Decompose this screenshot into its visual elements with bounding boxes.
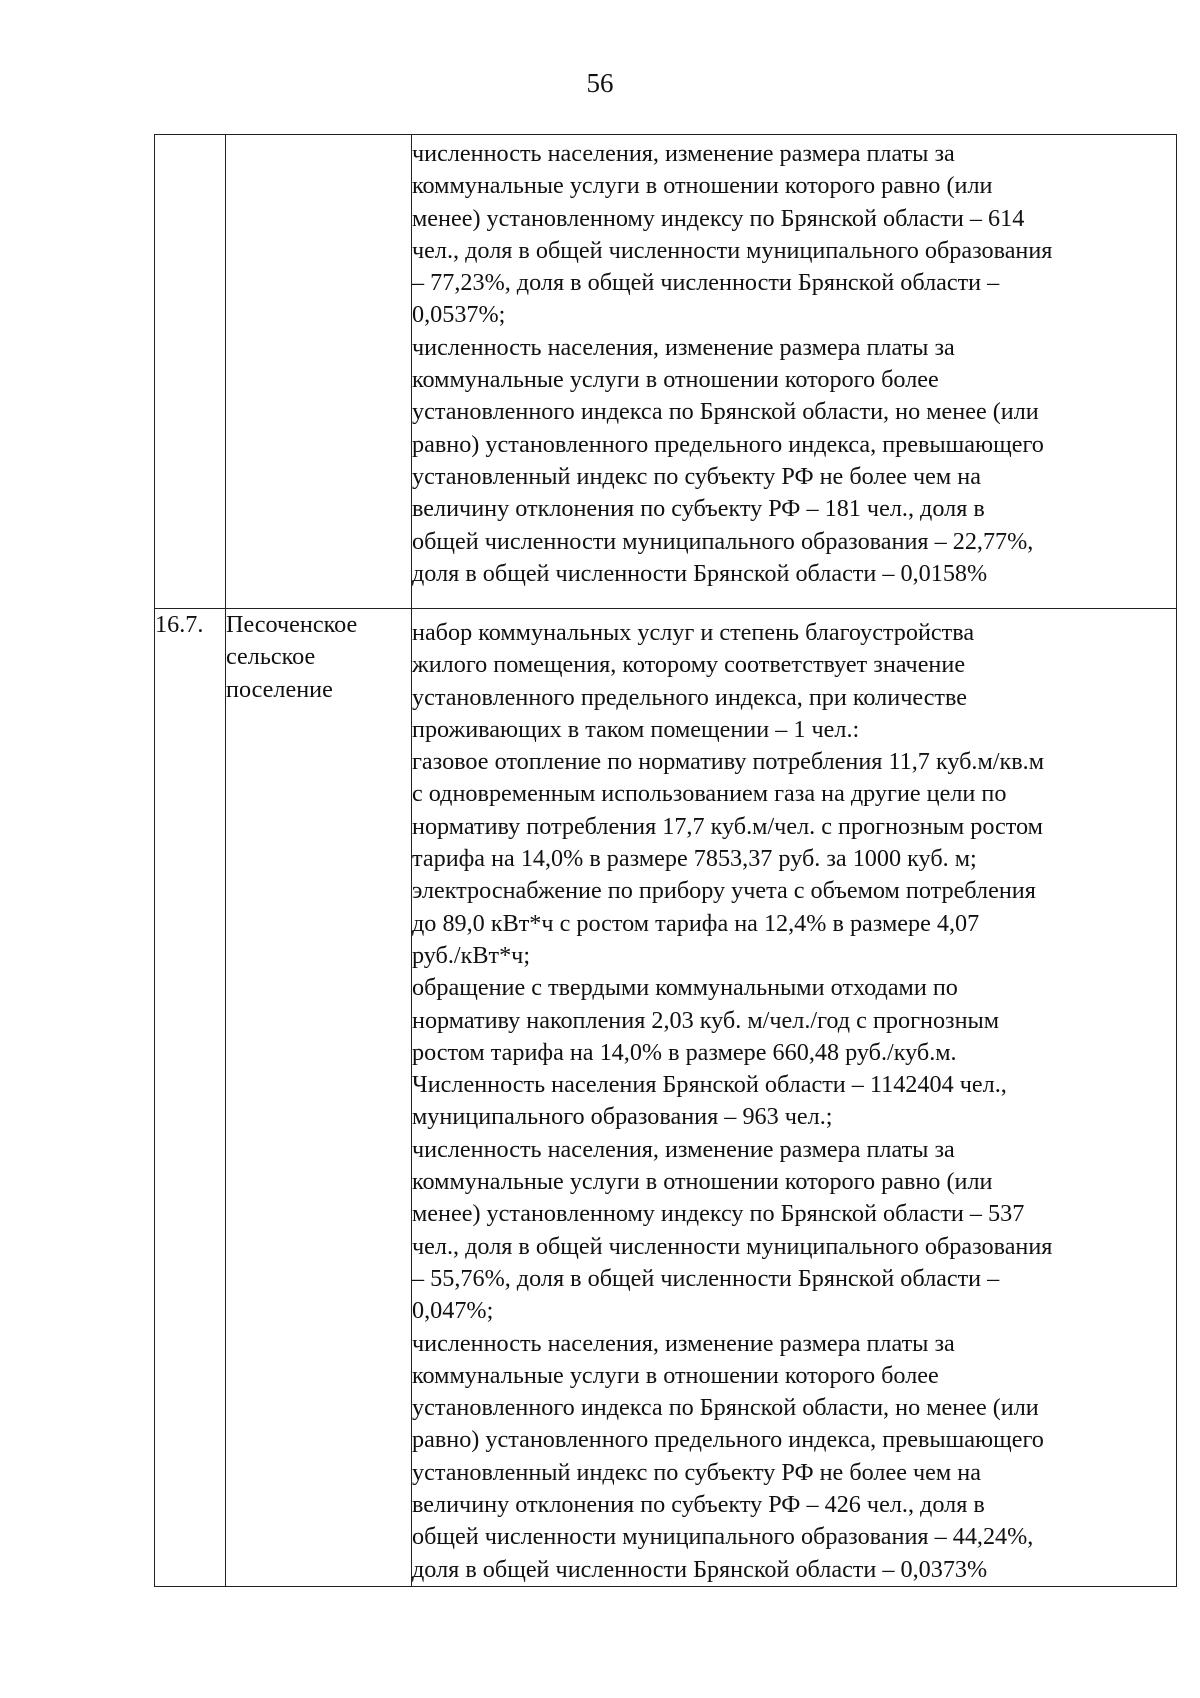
description-line: обращение с твердыми коммунальными отходами по [412, 974, 958, 1002]
municipality-name-line: Песоченское [226, 611, 358, 638]
description-line: общей численности муниципального образования – 22,77%, [412, 527, 1034, 555]
description-line: величину отклонения по субъекту РФ – 181 чел., доля в [412, 495, 985, 523]
description-line: равно) установленного предельного индекса, превышающего [412, 430, 1044, 458]
description-line: установленный индекс по субъекту РФ не более чем на [412, 462, 981, 490]
description-line: установленного предельного индекса, при количестве [412, 683, 968, 711]
description-line: – 55,76%, доля в общей численности Брянской области – [412, 1264, 1000, 1292]
municipality-name-cell [226, 609, 412, 1587]
description-line: тарифа на 14,0% в размере 7853,37 руб. за 1000 куб. м; [412, 845, 977, 873]
description-line: установленного индекса по Брянской области, но менее (или [412, 1394, 1039, 1422]
description-line: общей численности муниципального образования – 44,24%, [412, 1523, 1034, 1551]
description-line: электроснабжение по прибору учета с объемом потребления [412, 877, 1036, 905]
description-line: коммунальные услуги в отношении которого более [412, 366, 939, 394]
description-line: чел., доля в общей численности муниципального образования [412, 1232, 1053, 1260]
description-line: численность населения, изменение размера платы за [412, 140, 955, 167]
municipality-name-line: поселение [226, 675, 333, 703]
description-line: доля в общей численности Брянской области – 0,0373% [412, 1555, 988, 1583]
description-line: установленного индекса по Брянской области, но менее (или [412, 398, 1039, 426]
description-line: менее) установленному индексу по Брянской области – 537 [412, 1200, 1025, 1228]
description-line: до 89,0 кВт*ч с ростом тарифа на 12,4% в размере 4,07 [412, 909, 980, 937]
description-line: ростом тарифа на 14,0% в размере 660,48 руб./куб.м. [412, 1038, 957, 1066]
table-row [155, 135, 1177, 609]
description-line: величину отклонения по субъекту РФ – 426 чел., доля в [412, 1491, 985, 1519]
description-line: Численность населения Брянской области – 1142404 чел., [412, 1071, 1007, 1099]
row-number-cell [155, 135, 226, 609]
description-line: равно) установленного предельного индекса, превышающего [412, 1426, 1044, 1454]
description-line: 0,0537%; [412, 301, 506, 329]
municipality-name-cell [226, 135, 412, 609]
description-line: коммунальные услуги в отношении которого более [412, 1361, 939, 1389]
row-number: 16.7. [155, 611, 204, 638]
description-line: коммунальные услуги в отношении которого равно (или [412, 172, 993, 200]
description-line: чел., доля в общей численности муниципального образования [412, 236, 1053, 264]
description-line: менее) установленному индексу по Брянской области – 614 [412, 204, 1025, 232]
municipality-name-line: сельское [226, 643, 316, 671]
description-line: жилого помещения, которому соответствует значение [412, 651, 966, 679]
description-line: проживающих в таком помещении – 1 чел.: [412, 715, 860, 743]
description-line: – 77,23%, доля в общей численности Брянской области – [412, 269, 1000, 297]
description-line: 0,047%; [412, 1297, 494, 1325]
row-number-cell [155, 609, 226, 1587]
description-line: руб./кВт*ч; [412, 941, 531, 969]
description-line: муниципального образования – 963 чел.; [412, 1103, 833, 1131]
description-line: доля в общей численности Брянской области – 0,0158% [412, 559, 988, 587]
description-line: набор коммунальных услуг и степень благоустройства [412, 619, 975, 646]
description-line: газовое отопление по нормативу потребления 11,7 куб.м/кв.м [412, 748, 1045, 776]
description-line: численность населения, изменение размера платы за [412, 1135, 955, 1163]
description-line: с одновременным использованием газа на другие цели по [412, 780, 1007, 808]
description-line: установленный индекс по субъекту РФ не более чем на [412, 1458, 981, 1486]
description-cell [412, 609, 1177, 1587]
description-line: коммунальные услуги в отношении которого равно (или [412, 1168, 993, 1196]
description-line: численность населения, изменение размера платы за [412, 333, 955, 361]
description-cell [412, 135, 1177, 609]
table-row [155, 609, 1177, 1587]
indices-table [154, 134, 1177, 1587]
description-line: нормативу накопления 2,03 куб. м/чел./год с прогнозным [412, 1006, 1000, 1034]
description-line: численность населения, изменение размера платы за [412, 1329, 955, 1357]
description-line: нормативу потребления 17,7 куб.м/чел. с прогнозным ростом [412, 812, 1043, 840]
page-number: 56 [586, 68, 614, 98]
